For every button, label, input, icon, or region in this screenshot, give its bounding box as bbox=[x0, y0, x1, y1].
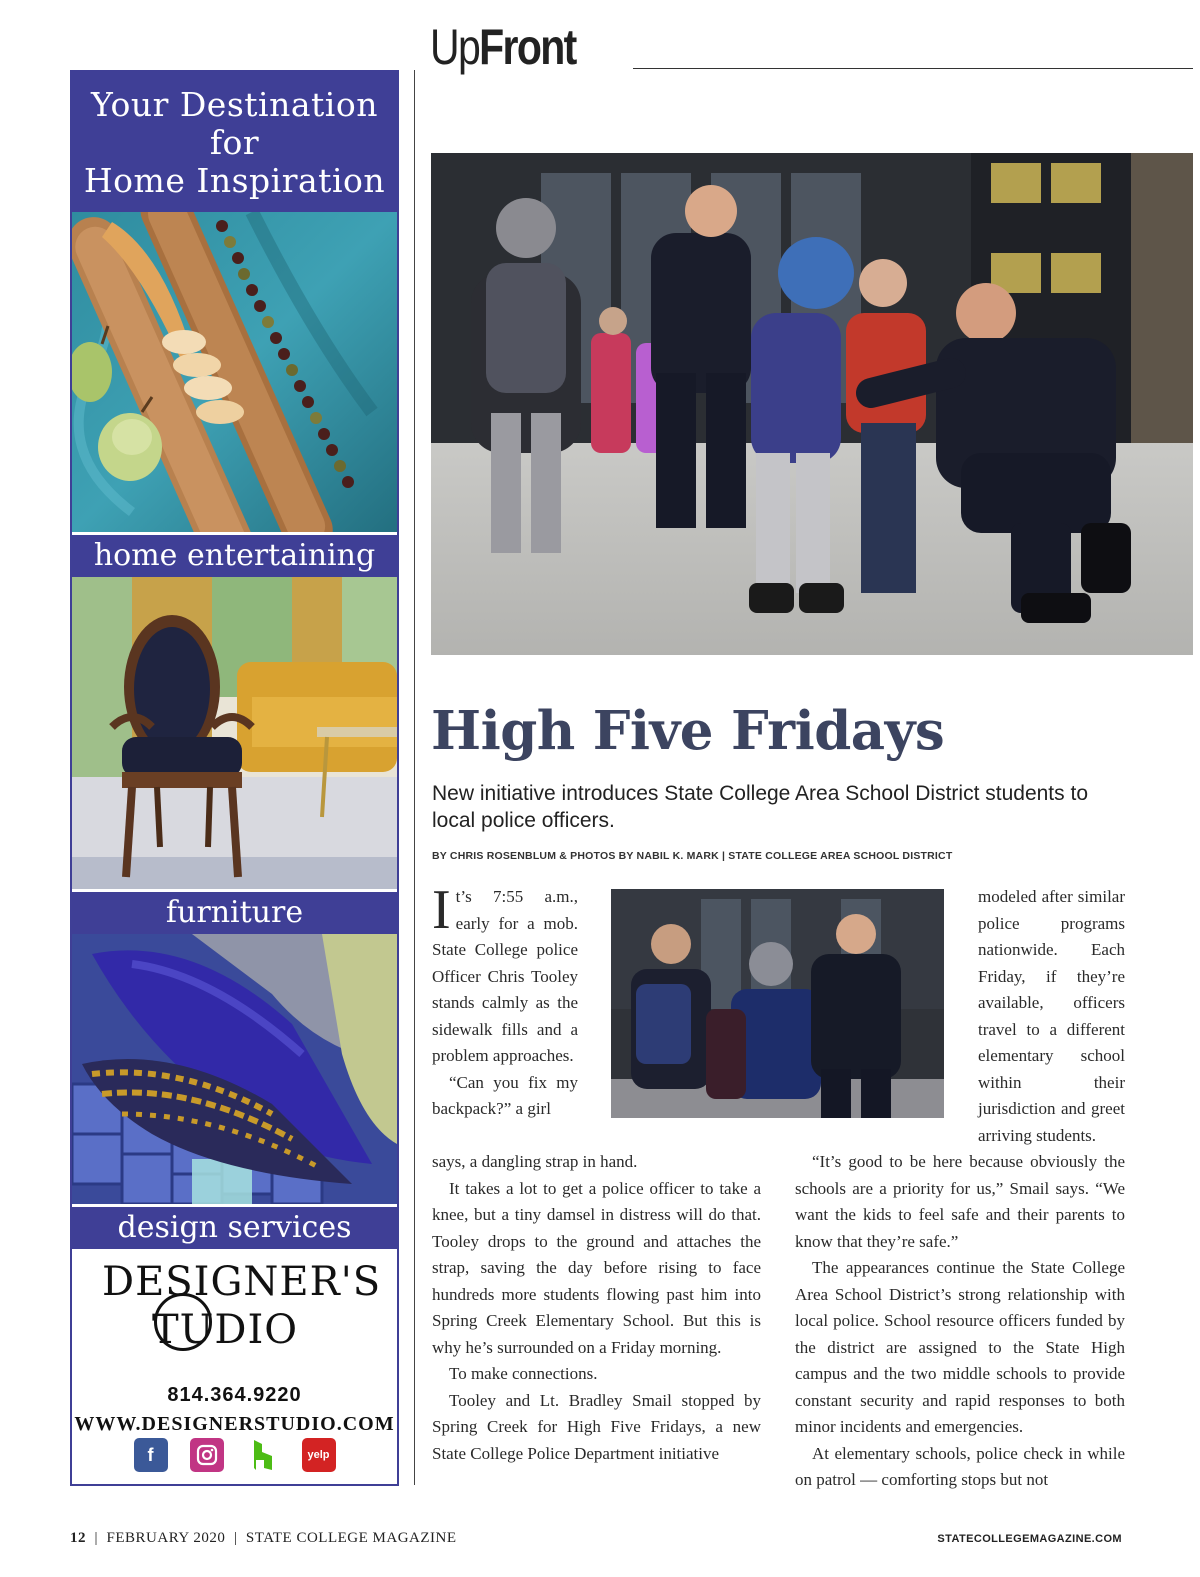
header-rule bbox=[633, 68, 1193, 69]
social-icons bbox=[72, 1438, 397, 1472]
page-footer: 12 | FEBRUARY 2020 | STATE COLLEGE MAGAZINE bbox=[70, 1530, 457, 1546]
ad-image-armchair bbox=[72, 577, 397, 889]
page-number: 12 bbox=[70, 1530, 86, 1546]
article-paragraph: It takes a lot to get a police officer to take a knee, but a tiny damsel in distress will do that. Tooley drops to the ground and attaches the strap, saving the day before rising to face hundreds more students flowing past him into Spring Creek Elementary School. But this is why he’s surrounded on a Friday morning. bbox=[432, 1178, 761, 1357]
instagram-icon[interactable] bbox=[190, 1438, 224, 1472]
logo-text-line2: TUDIO bbox=[152, 1307, 299, 1353]
article-paragraph: t’s 7:55 a.m., early for a mob. State College police Officer Chris Tooley stands calmly as the sidewalk fills and a problem approaches. bbox=[432, 887, 578, 1065]
article-column-2-bottom bbox=[795, 1149, 1125, 1494]
article-paragraph: Tooley and Lt. Bradley Smail stopped by Spring Creek for High Five Fridays, a new State College Police Department initiative bbox=[432, 1390, 761, 1463]
article-paragraph: says, a dangling strap in hand. bbox=[432, 1152, 638, 1171]
section-title-up: Up bbox=[430, 19, 480, 75]
logo-text-line1: DESIGNER'S bbox=[102, 1259, 382, 1305]
article-column-2-top bbox=[978, 884, 1125, 1149]
section-title bbox=[430, 18, 576, 76]
article-title: High Five Fridays bbox=[431, 700, 945, 762]
designers-studio-logo bbox=[72, 1249, 397, 1384]
facebook-icon[interactable]: f bbox=[134, 1438, 168, 1472]
magazine-url[interactable]: STATECOLLEGEMAGAZINE.COM bbox=[937, 1533, 1122, 1545]
article-paragraph: The appearances continue the State College Area School District’s strong relationship with local police. School resource officers funded by the district are assigned to the State High campus and the two middle schools to provide constant security and rapid responses to both minor incidents and emergencies. bbox=[795, 1258, 1125, 1436]
article-paragraph: “It’s good to be here because obviously the schools are a priority for us,” Smail says. “We want the kids to feel safe and their parents to know that they’re safe.” bbox=[795, 1152, 1125, 1251]
ad-phone[interactable]: 814.364.9220 bbox=[167, 1384, 302, 1406]
yelp-icon[interactable]: yelp bbox=[302, 1438, 336, 1472]
magazine-name: STATE COLLEGE MAGAZINE bbox=[245, 1530, 457, 1546]
ad-image-fabric-tiles bbox=[72, 934, 397, 1204]
ad-tagline-line: Home Inspiration bbox=[83, 161, 386, 200]
ad-label-furniture: furniture bbox=[72, 889, 397, 934]
article-paragraph: modeled after similar police programs nationwide. Each Friday, if they’re available, officers travel to a different elementary school within their jurisdiction and greet arriving students. bbox=[978, 887, 1125, 1145]
article-paragraph: To make connections. bbox=[449, 1364, 598, 1383]
article-paragraph: “Can you fix my backpack?” a girl bbox=[432, 1072, 578, 1118]
section-header bbox=[430, 18, 608, 78]
issue-date: FEBRUARY 2020 bbox=[106, 1530, 226, 1546]
article-column-1-bottom bbox=[432, 1149, 761, 1467]
article-paragraph: At elementary schools, police check in while on patrol — comforting stops but not bbox=[795, 1443, 1125, 1489]
houzz-icon[interactable] bbox=[246, 1438, 280, 1472]
drop-cap: I bbox=[432, 879, 451, 941]
article-deck: New initiative introduces State College Area School District students to local police officers. bbox=[432, 782, 1088, 832]
ad-tagline-line: Your Destination bbox=[91, 85, 378, 124]
advertisement[interactable] bbox=[70, 70, 399, 1486]
article-column-1-top bbox=[432, 879, 578, 1123]
ad-label-design-services: design services bbox=[72, 1204, 397, 1249]
ad-image-serving-boards bbox=[72, 212, 397, 532]
article-byline: BY CHRIS ROSENBLUM & PHOTOS BY NABIL K. MARK | STATE COLLEGE AREA SCHOOL DISTRICT bbox=[432, 850, 953, 862]
ad-tagline-line: for bbox=[209, 123, 260, 162]
section-title-front: Front bbox=[479, 19, 576, 75]
inset-photo-officer-greeting-students bbox=[611, 889, 944, 1118]
main-photo-officers-with-students bbox=[431, 153, 1193, 655]
column-divider bbox=[414, 70, 415, 1485]
ad-website[interactable]: WWW.DESIGNERSTUDIO.COM bbox=[74, 1413, 395, 1435]
ad-tagline bbox=[72, 72, 397, 212]
ad-label-home-entertaining: home entertaining bbox=[72, 532, 397, 577]
